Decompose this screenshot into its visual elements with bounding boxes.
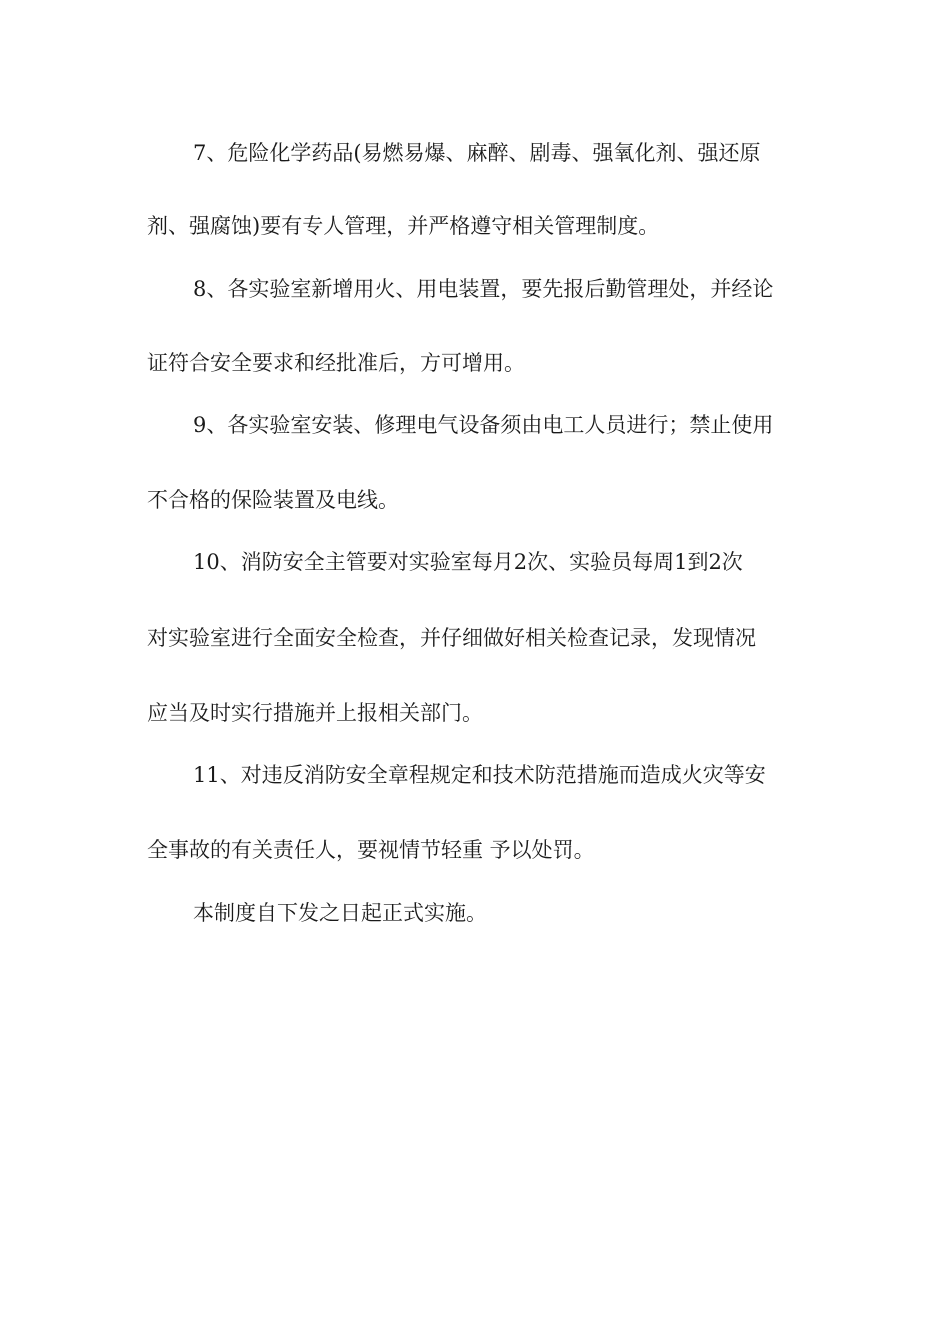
paragraph-9-line-2: 不合格的保险装置及电线。 xyxy=(147,488,399,512)
paragraph-11-line-1: 11、对违反消防安全章程规定和技术防范措施而造成火灾等安 xyxy=(193,763,766,787)
paragraph-10-line-3: 应当及时实行措施并上报相关部门。 xyxy=(147,701,483,725)
paragraph-9-line-1: 9、各实验室安装、修理电气设备须由电工人员进行；禁止使用 xyxy=(193,413,774,437)
paragraph-10-line-1: 10、消防安全主管要对实验室每月2次、实验员每周1到2次 xyxy=(193,550,743,574)
closing-line: 本制度自下发之日起正式实施。 xyxy=(193,901,487,925)
paragraph-7-line-1: 7、危险化学药品(易燃易爆、麻醉、剧毒、强氧化剂、强还原 xyxy=(193,141,761,165)
paragraph-11-line-2: 全事故的有关责任人，要视情节轻重 予以处罚。 xyxy=(147,838,595,862)
paragraph-10-line-2: 对实验室进行全面安全检查，并仔细做好相关检查记录，发现情况 xyxy=(147,626,756,650)
paragraph-8-line-1: 8、各实验室新增用火、用电装置，要先报后勤管理处，并经论 xyxy=(193,277,774,301)
paragraph-8-line-2: 证符合安全要求和经批准后，方可增用。 xyxy=(147,351,525,375)
paragraph-7-line-2: 剂、强腐蚀)要有专人管理，并严格遵守相关管理制度。 xyxy=(147,214,660,238)
